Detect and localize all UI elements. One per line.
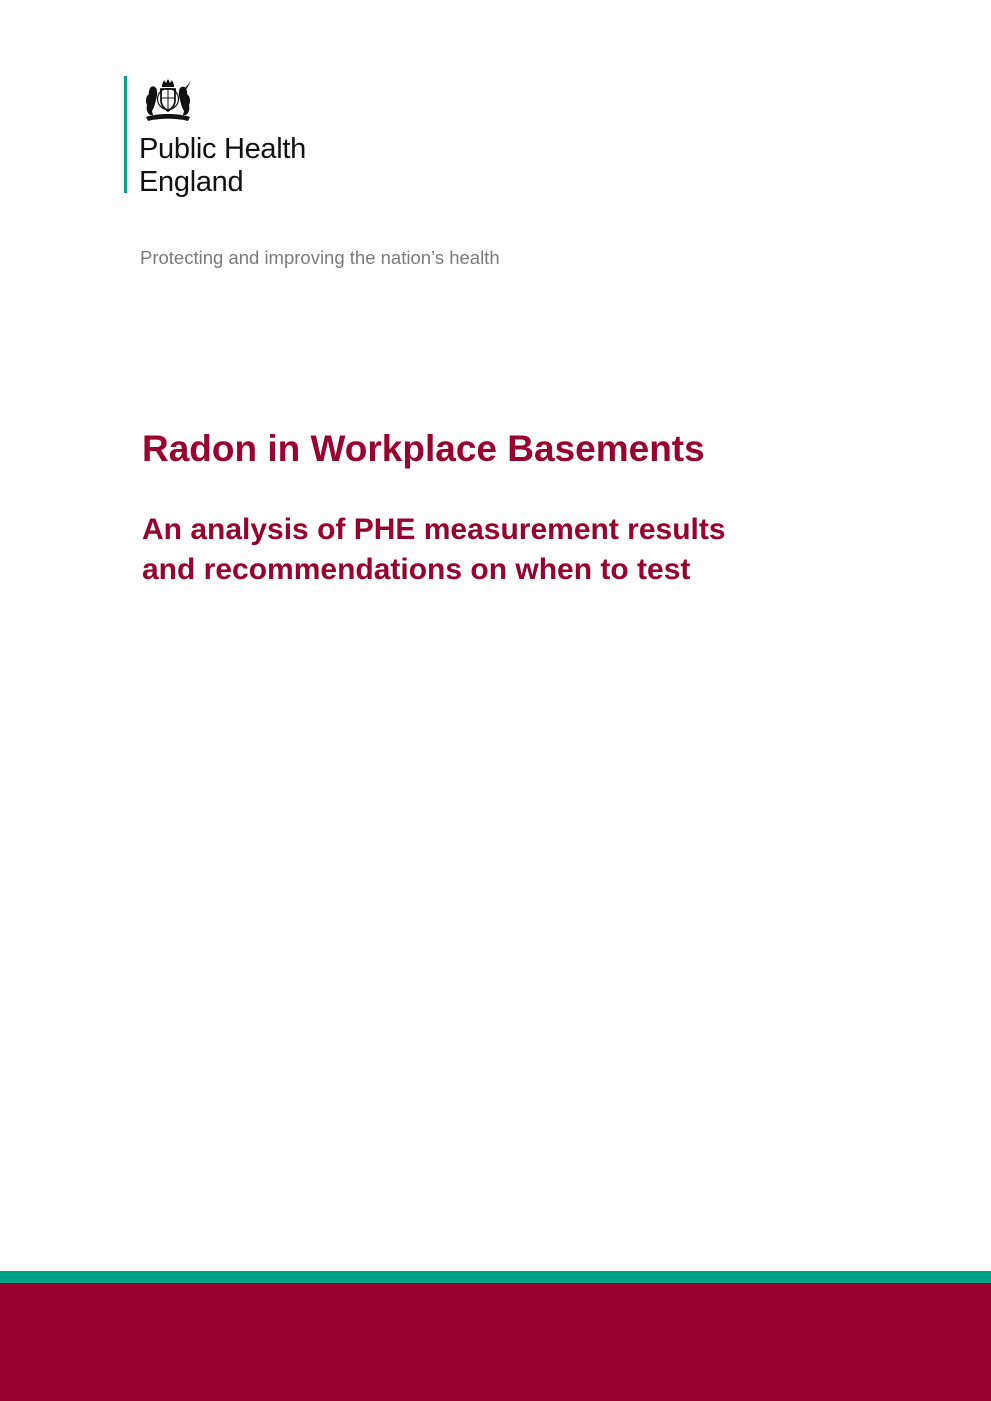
logo-accent-bar <box>124 76 127 193</box>
logo-wordmark-line2: England <box>139 166 244 198</box>
tagline: Protecting and improving the nation’s health <box>140 247 500 268</box>
document-subtitle <box>142 510 726 590</box>
subtitle-line2: and recommendations on when to test <box>142 553 691 586</box>
footer-red-band <box>0 1283 991 1401</box>
document-title: Radon in Workplace Basements <box>142 428 705 469</box>
subtitle-line1: An analysis of PHE measurement results <box>142 513 726 546</box>
phe-logo <box>124 76 384 198</box>
footer-teal-stripe <box>0 1271 991 1283</box>
logo-wordmark-line1: Public Health <box>139 133 306 165</box>
logo-wordmark <box>139 133 306 199</box>
royal-coat-of-arms-icon <box>138 78 198 122</box>
